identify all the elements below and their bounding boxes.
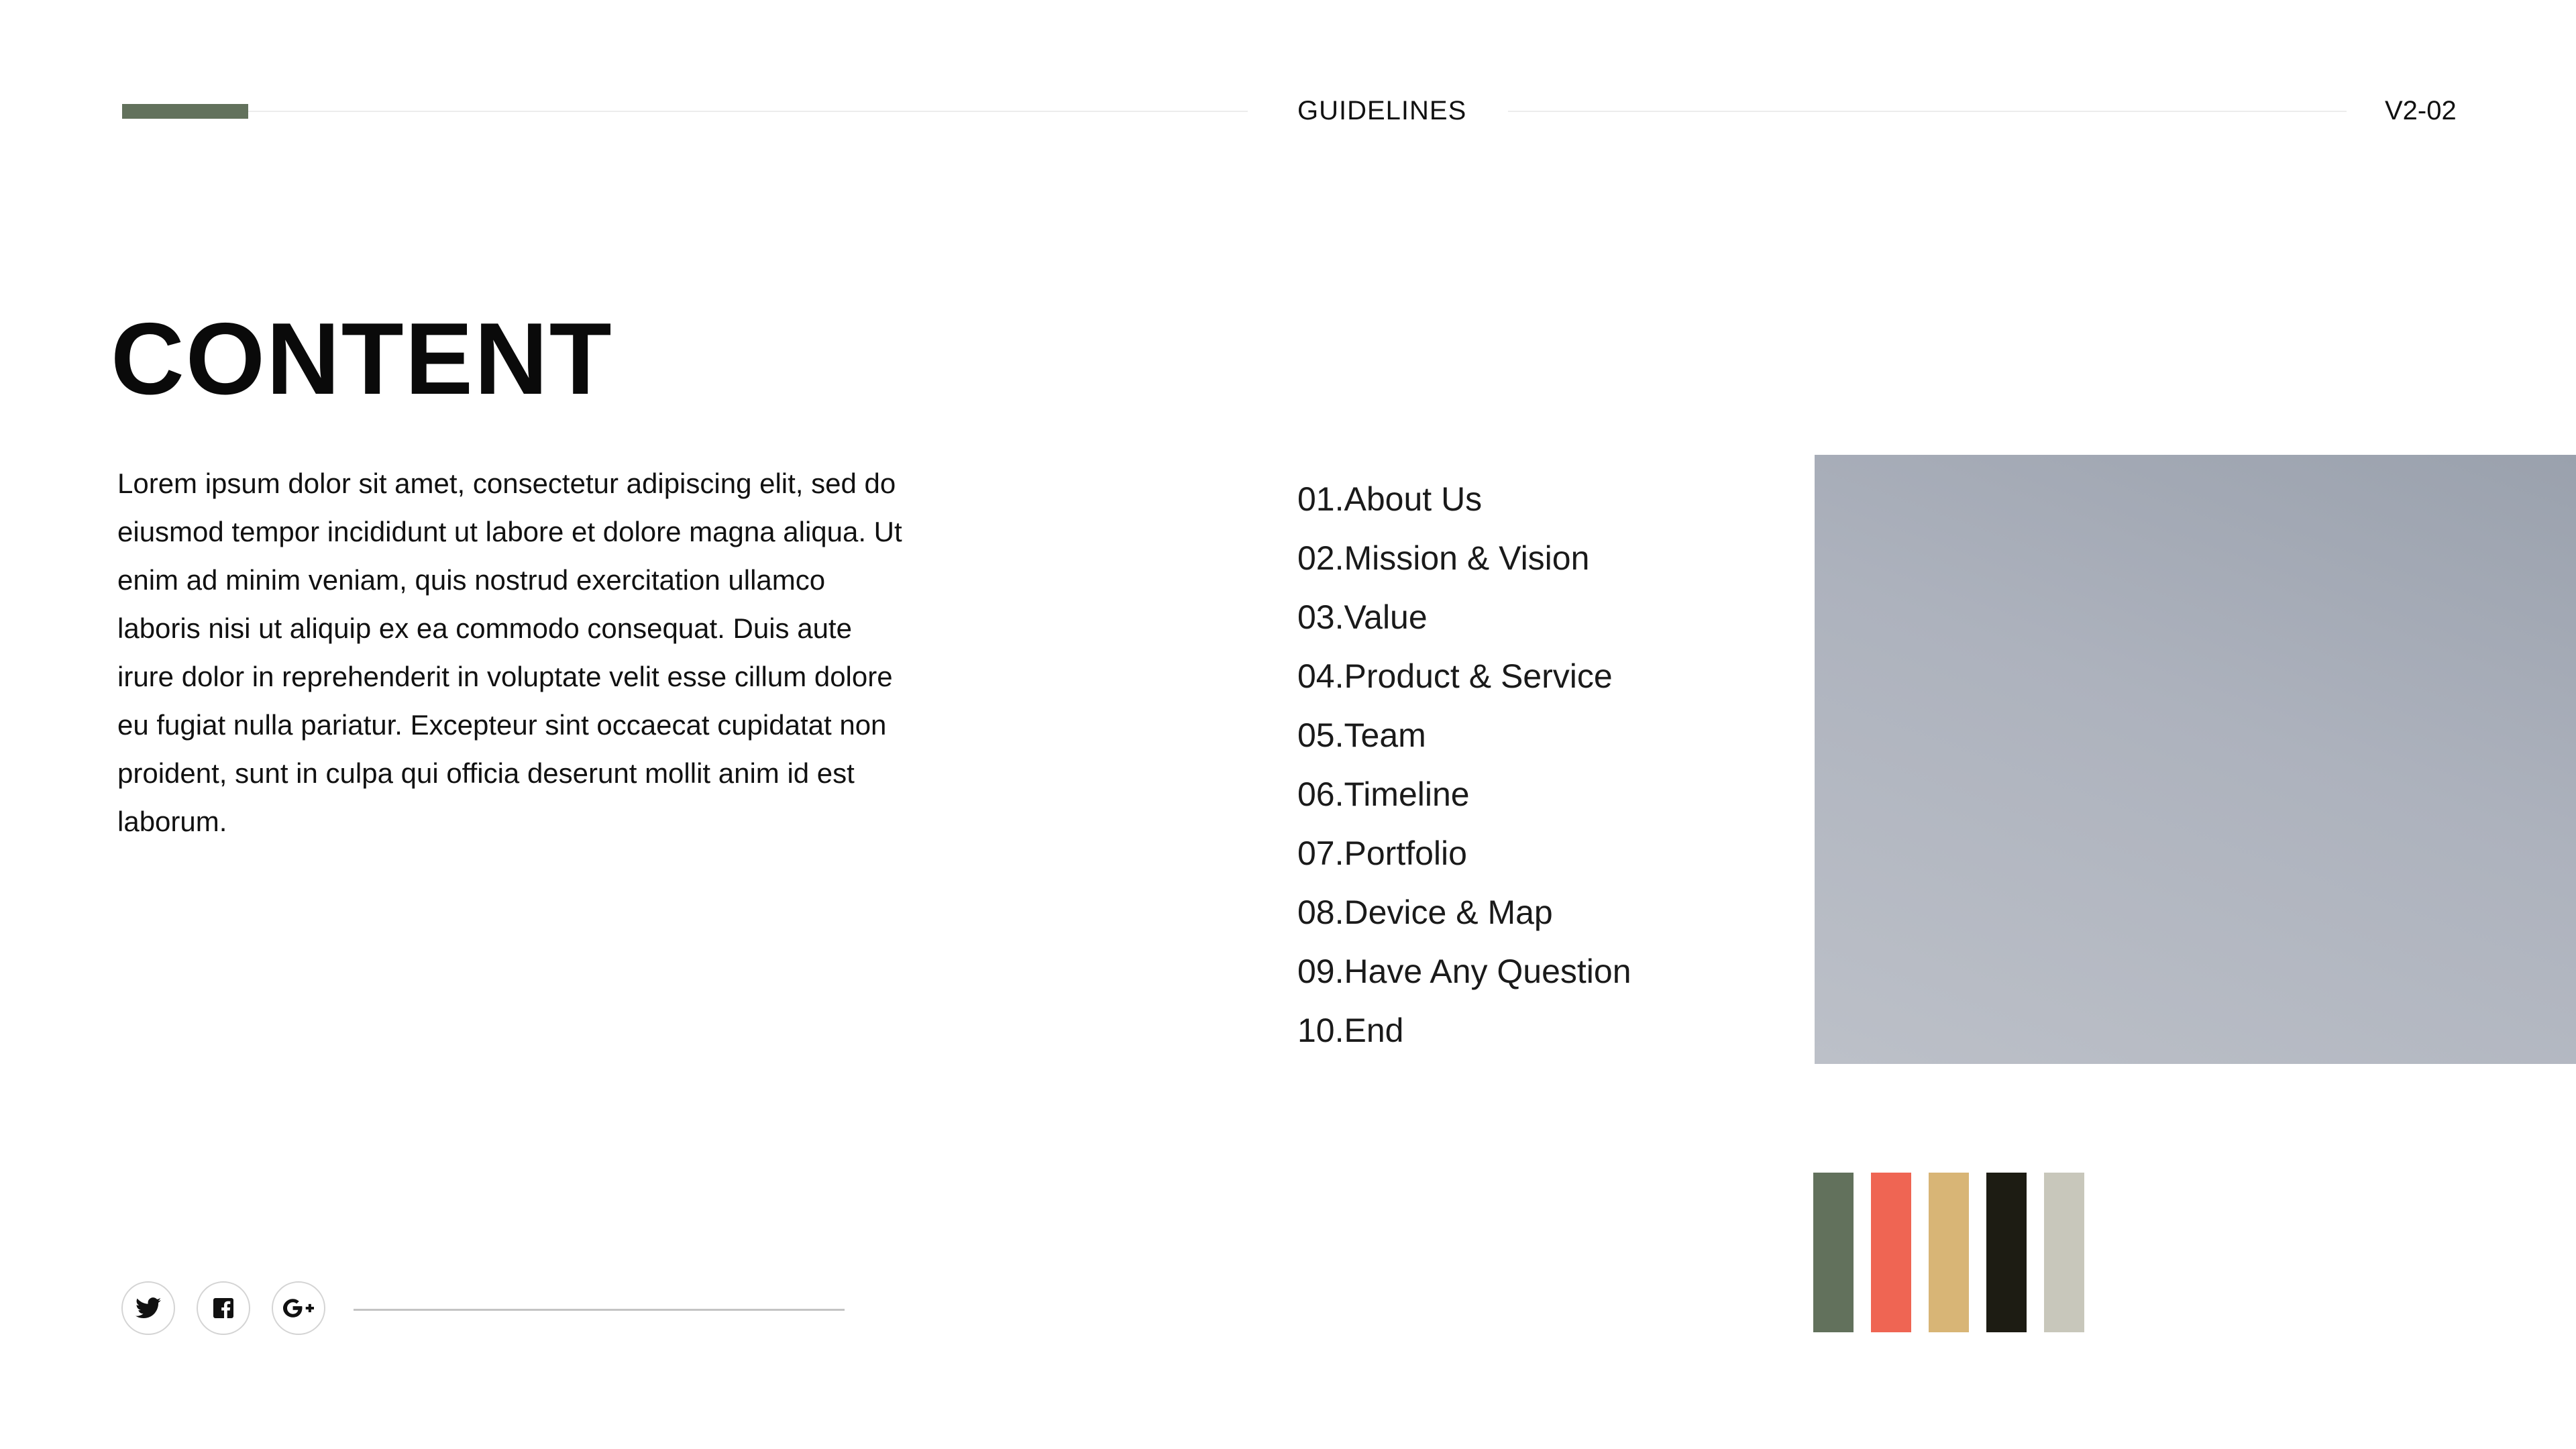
- social-divider: [354, 1309, 845, 1311]
- color-swatch-coral: [1871, 1173, 1911, 1332]
- toc-item-end[interactable]: 10.End: [1297, 1012, 1404, 1049]
- page-title: CONTENT: [111, 302, 613, 416]
- google-plus-icon: [283, 1299, 314, 1318]
- twitter-icon: [136, 1297, 161, 1319]
- color-swatch-green: [1813, 1173, 1854, 1332]
- toc-item-mission-vision[interactable]: 02.Mission & Vision: [1297, 539, 1590, 577]
- header-divider-left: [248, 111, 1248, 112]
- intro-paragraph: Lorem ipsum dolor sit amet, consectetur adipiscing elit, sed do eiusmod tempor incididunt ut labore et dolore magna aliqua. Ut enim ad minim veniam, quis nostrud exercitation ullamco laboris nisi ut aliquip ex ea commodo consequat. Duis aute irure dolor in reprehenderit in voluptate velit esse cillum dolore eu fugiat nulla pariatur. Excepteur sint occaecat cupidatat non proident, sunt in culpa qui officia deserunt mollit anim id est laborum.: [117, 468, 902, 837]
- toc-item-team[interactable]: 05.Team: [1297, 716, 1426, 754]
- color-swatch-stone: [2044, 1173, 2084, 1332]
- facebook-button[interactable]: [197, 1281, 250, 1335]
- toc-item-device-map[interactable]: 08.Device & Map: [1297, 894, 1553, 931]
- toc-item-value[interactable]: 03.Value: [1297, 598, 1428, 636]
- toc-item-product-service[interactable]: 04.Product & Service: [1297, 657, 1613, 695]
- brand-accent-bar: [122, 104, 248, 119]
- google-plus-button[interactable]: [272, 1281, 325, 1335]
- header-title: GUIDELINES: [1297, 96, 1467, 125]
- table-of-contents: [1297, 470, 1631, 1060]
- twitter-button[interactable]: [121, 1281, 175, 1335]
- page-number: V2-02: [2385, 96, 2457, 125]
- image-placeholder: [1815, 455, 2576, 1064]
- header-divider-right: [1508, 111, 2347, 112]
- toc-item-timeline[interactable]: 06.Timeline: [1297, 775, 1470, 813]
- toc-item-about-us[interactable]: 01.About Us: [1297, 480, 1483, 518]
- facebook-icon: [213, 1298, 233, 1318]
- color-swatch-black: [1986, 1173, 2027, 1332]
- toc-item-portfolio[interactable]: 07.Portfolio: [1297, 835, 1467, 872]
- toc-item-have-any-question[interactable]: 09.Have Any Question: [1297, 953, 1631, 990]
- color-swatch-sand: [1929, 1173, 1969, 1332]
